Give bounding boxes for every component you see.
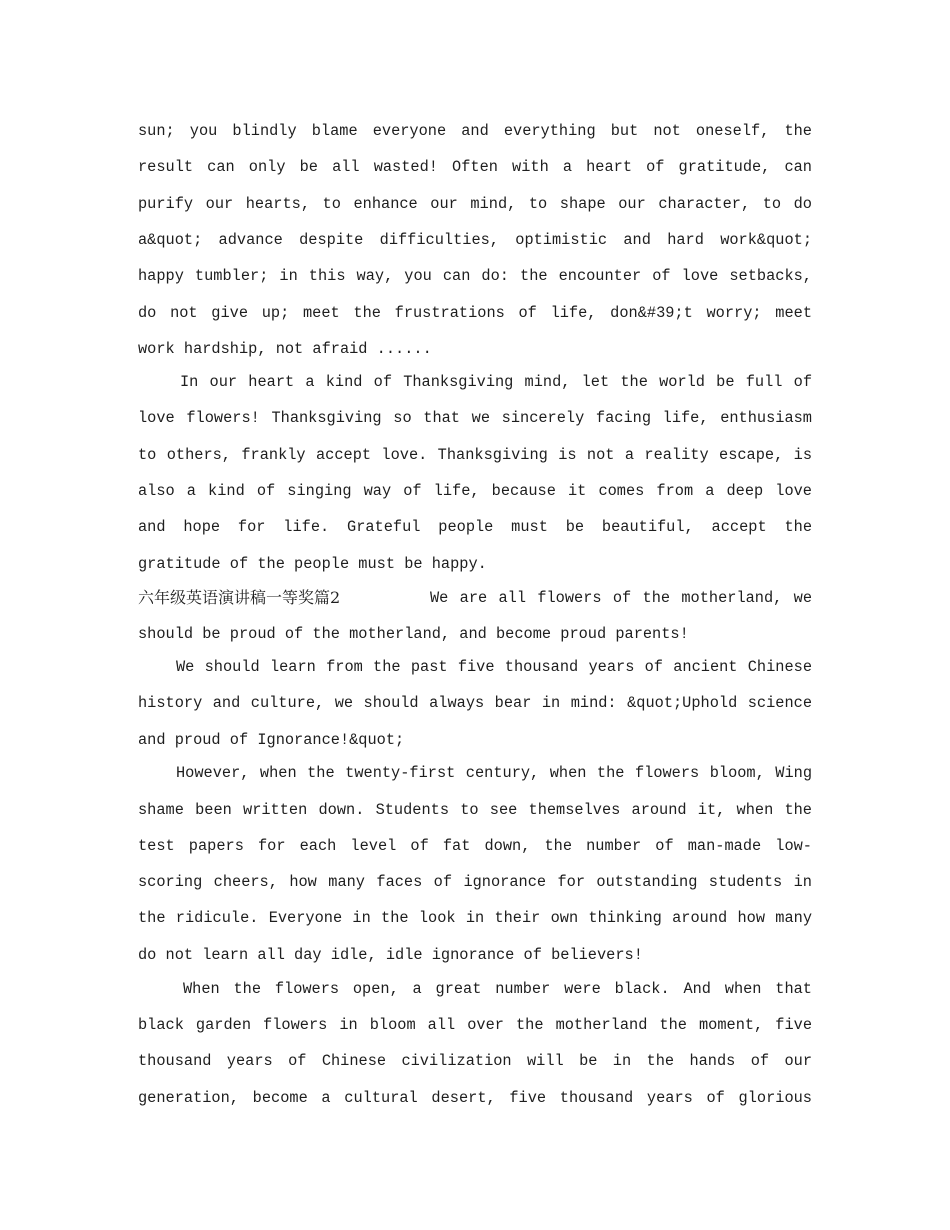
text-line: the ridicule. Everyone in the look in their own thinking around how many (138, 909, 812, 927)
text-line: sun; you blindly blame everyone and everything but not oneself, the (138, 122, 812, 140)
text-line: and hope for life. Grateful people must be beautiful, accept the (138, 518, 812, 536)
text-line: gratitude of the people must be happy. (138, 555, 487, 573)
text-line: and proud of Ignorance!&quot; (138, 731, 405, 749)
text-line: also a kind of singing way of life, because it comes from a deep love (138, 482, 812, 500)
text-line: do not give up; meet the frustrations of life, don&#39;t worry; meet (138, 304, 812, 322)
text-line: purify our hearts, to enhance our mind, to shape our character, to do (138, 195, 812, 213)
text-line: We should learn from the past five thousand years of ancient Chinese (176, 658, 812, 676)
text-line (138, 588, 812, 608)
text-line: love flowers! Thanksgiving so that we sincerely facing life, enthusiasm (138, 409, 812, 427)
text-line: history and culture, we should always bear in mind: &quot;Uphold science (138, 694, 812, 712)
text-line: black garden flowers in bloom all over the motherland the moment, five (138, 1016, 812, 1034)
text-line: do not learn all day idle, idle ignorance of believers! (138, 946, 643, 964)
text-line: should be proud of the motherland, and become proud parents! (138, 625, 689, 643)
text-line: When the flowers open, a great number were black. And when that (183, 980, 812, 998)
text-line: thousand years of Chinese civilization will be in the hands of our (138, 1052, 812, 1070)
text-line: test papers for each level of fat down, the number of man-made low- (138, 837, 812, 855)
text-line: happy tumbler; in this way, you can do: the encounter of love setbacks, (138, 267, 812, 285)
text-line: However, when the twenty-first century, when the flowers bloom, Wing (176, 764, 812, 782)
text-line: scoring cheers, how many faces of ignorance for outstanding students in (138, 873, 812, 891)
text-line: shame been written down. Students to see themselves around it, when the (138, 801, 812, 819)
text-line: In our heart a kind of Thanksgiving mind, let the world be full of (180, 373, 812, 391)
text-line: work hardship, not afraid ...... (138, 340, 432, 358)
text-line: result can only be all wasted! Often with a heart of gratitude, can (138, 158, 812, 176)
section-heading: 六年级英语演讲稿一等奖篇2 (138, 588, 341, 607)
text-line: to others, frankly accept love. Thanksgiving is not a reality escape, is (138, 446, 812, 464)
text-line-content: We are all flowers of the motherland, we (430, 589, 812, 607)
text-line: a&quot; advance despite difficulties, optimistic and hard work&quot; (138, 231, 812, 249)
text-line: generation, become a cultural desert, five thousand years of glorious (138, 1089, 812, 1107)
